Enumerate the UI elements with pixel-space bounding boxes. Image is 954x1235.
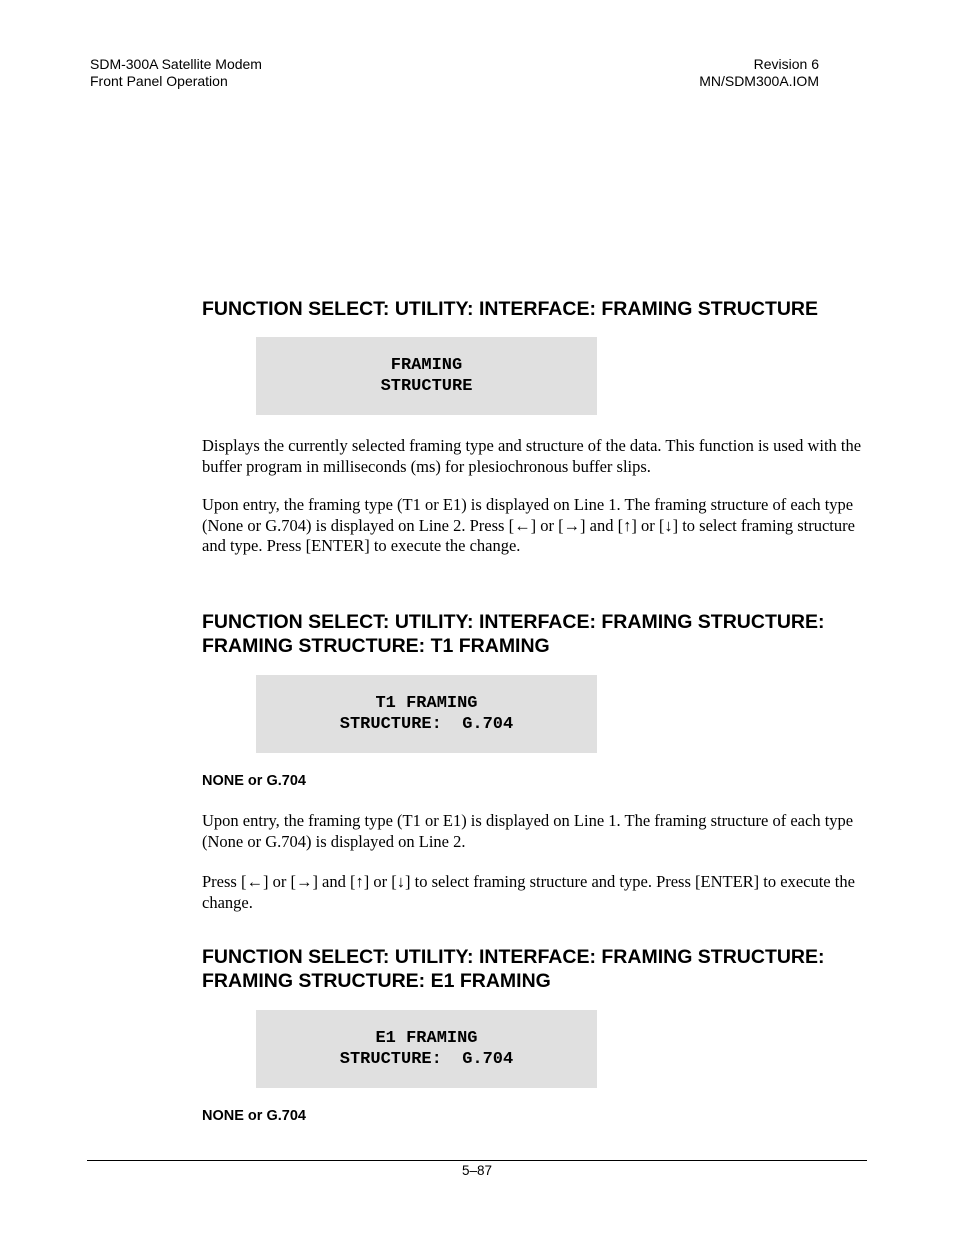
lcd-line-1: E1 FRAMING [375, 1028, 478, 1048]
lcd-line-2: STRUCTURE [380, 377, 473, 396]
e1-options-label: NONE or G.704 [202, 1108, 306, 1124]
header-product: SDM-300A Satellite Modem [90, 56, 262, 72]
section-t1-body-2 [202, 872, 872, 913]
lcd-display-framing-structure [256, 337, 597, 415]
footer-divider [87, 1160, 867, 1161]
body-paragraph: Press [←] or [→] and [↑] or [↓] to select framing structure and type. Press [ENTER] to execute the change. [202, 872, 855, 912]
lcd-display-e1-framing [256, 1010, 597, 1088]
section-t1-framing-heading [202, 610, 872, 658]
header-revision: Revision 6 [753, 56, 819, 72]
section-framing-structure-body-1 [202, 436, 872, 477]
t1-options-label: NONE or G.704 [202, 773, 306, 789]
section-t1-body-1 [202, 811, 872, 852]
header-chapter: Front Panel Operation [90, 73, 228, 89]
lcd-line-1: T1 FRAMING [375, 693, 478, 713]
header-document-id: MN/SDM300A.IOM [699, 73, 819, 89]
section-framing-structure-heading [202, 297, 872, 321]
body-paragraph: Upon entry, the framing type (T1 or E1) is displayed on Line 1. The framing structure of each type (None or G.704) is displayed on Line 2. [202, 811, 854, 851]
section-framing-structure-body-2 [202, 495, 872, 557]
section-heading-line-1: FUNCTION SELECT: UTILITY: INTERFACE: FRAMING STRUCTURE: [202, 611, 825, 633]
body-paragraph: Upon entry, the framing type (T1 or E1) is displayed on Line 1. The framing structure of each type (None or G.704) is displayed on Line 2. Press [←] or [→] and [↑] or [↓] to select framing structure and type. Press [ENTER] to execute the change. [202, 495, 855, 555]
section-heading-line-2: FRAMING STRUCTURE: E1 FRAMING [202, 970, 551, 992]
section-heading-line-2: FRAMING STRUCTURE: T1 FRAMING [202, 635, 550, 657]
section-heading-line-1: FUNCTION SELECT: UTILITY: INTERFACE: FRAMING STRUCTURE: [202, 946, 825, 968]
running-header-left [90, 56, 262, 90]
running-header-right [699, 56, 819, 90]
section-e1-framing-heading [202, 945, 872, 993]
lcd-line-2: STRUCTURE: G.704 [339, 1050, 514, 1069]
page-number: 5–87 [461, 1163, 493, 1178]
body-paragraph: Displays the currently selected framing type and structure of the data. This function is used with the buffer program in milliseconds (ms) for plesiochronous buffer slips. [202, 436, 862, 476]
section-heading: FUNCTION SELECT: UTILITY: INTERFACE: FRAMING STRUCTURE [202, 298, 819, 320]
lcd-display-t1-framing [256, 675, 597, 753]
lcd-line-2: STRUCTURE: G.704 [339, 715, 514, 734]
lcd-line-1: FRAMING [390, 355, 463, 375]
